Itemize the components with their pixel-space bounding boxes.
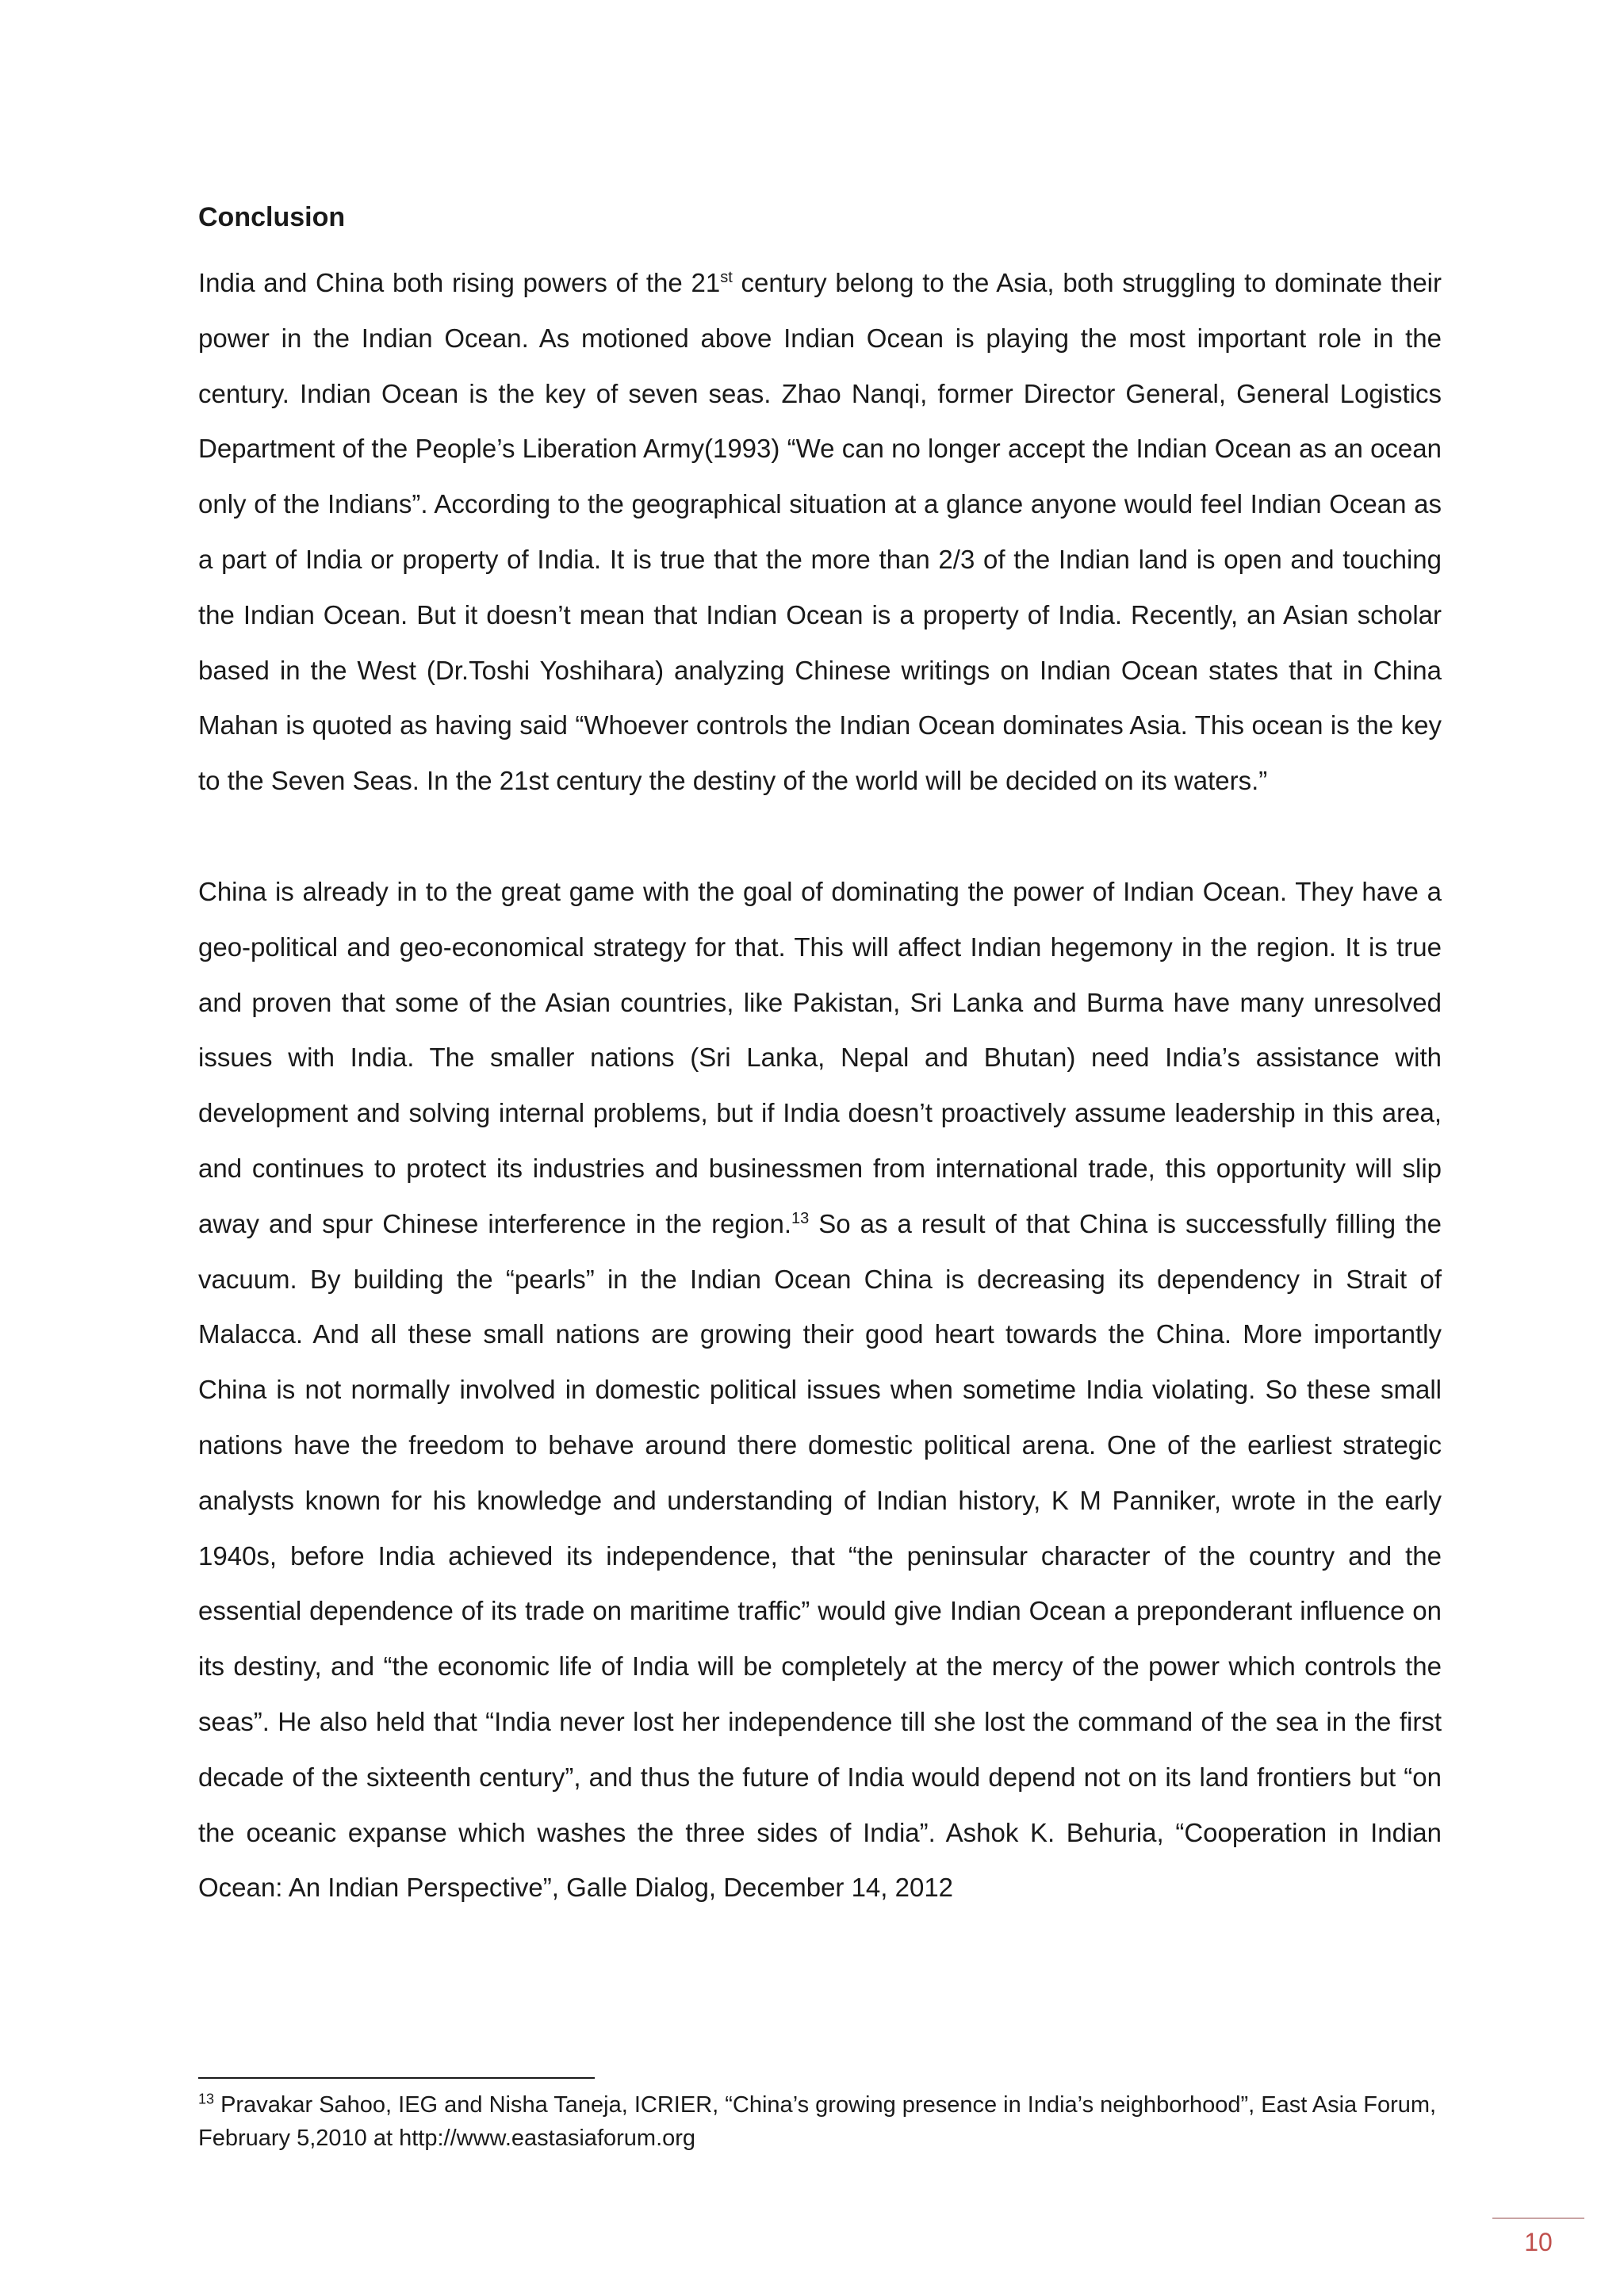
paragraph-2-text-start: China is already in to the great game with the goal of dominating the power of Indian Ocean. They have a geo-political and geo-economical strategy for that. This will affect Indian hegemony in the region. It is true and proven that some of the Asian countries, like Pakistan, Sri Lanka and Burma have many unresolved issues with India. The smaller nations (Sri Lanka, Nepal and Bhutan) need India’s assistance with development and solving internal problems, but if India doesn’t proactively assume leadership in this area, and continues to protect its industries and businessmen from international trade, this opportunity will slip away and spur Chinese interference in the region.	[198, 876, 1442, 1238]
footnote-text: Pravakar Sahoo, IEG and Nisha Taneja, ICRIER, “China’s growing presence in India’s neighborhood”, East Asia Forum, February 5,2010 at http://www.eastasiaforum.org	[198, 2092, 1437, 2151]
paragraph-1	[198, 255, 1442, 809]
paragraph-2	[198, 864, 1442, 1915]
document-body	[198, 198, 1442, 1915]
footnote	[198, 2088, 1442, 2155]
paragraph-1-text-end: century belong to the Asia, both struggling to dominate their power in the Indian Ocean. As motioned above Indian Ocean is playing the most important role in the century. Indian Ocean is the key of seven seas. Zhao Nanqi, former Director General, General Logistics Department of the People’s Liberation Army(1993) “We can no longer accept the Indian Ocean as an ocean only of the Indians”. According to the geographical situation at a glance anyone would feel Indian Ocean as a part of India or property of India. It is true that the more than 2/3 of the Indian land is open and touching the Indian Ocean. But it doesn’t mean that Indian Ocean is a property of India. Recently, an Asian scholar based in the West (Dr.Toshi Yoshihara) analyzing Chinese writings on Indian Ocean states that in China Mahan is quoted as having said “Whoever controls the Indian Ocean dominates Asia. This ocean is the key to the Seven Seas. In the 21st century the destiny of the world will be decided on its waters.”	[198, 268, 1442, 796]
page-number: 10	[1524, 2228, 1553, 2256]
footnote-reference[interactable]: 13	[791, 1209, 810, 1227]
paragraph-1-text-start: India and China both rising powers of the 21	[198, 268, 721, 297]
footnote-marker: 13	[198, 2091, 215, 2107]
page-number-rule	[1492, 2218, 1584, 2219]
footnote-separator	[198, 2077, 595, 2079]
section-heading: Conclusion	[198, 202, 346, 232]
paragraph-2-text-end: So as a result of that China is successfully filling the vacuum. By building the “pearls” in the Indian Ocean China is decreasing its dependency in Strait of Malacca. And all these small nations are growing their good heart towards the China. More importantly China is not normally involved in domestic political issues when sometime India violating. So these small nations have the freedom to behave around there domestic political arena. One of the earliest strategic analysts known for his knowledge and understanding of Indian history, K M Panniker, wrote in the early 1940s, before India achieved its independence, that “the peninsular character of the country and the essential dependence of its trade on maritime traffic” would give Indian Ocean a preponderant influence on its destiny, and “the economic life of India will be completely at the mercy of the power which controls the seas”. He also held that “India never lost her independence till she lost the command of the sea in the first decade of the sixteenth century”, and thus the future of India would depend not on its land frontiers but “on the oceanic expanse which washes the three sides of India”. Ashok K. Behuria, “Cooperation in Indian Ocean: An Indian Perspective”, Galle Dialog, December 14, 2012	[198, 1208, 1442, 1903]
ordinal-suffix: st	[720, 269, 733, 286]
